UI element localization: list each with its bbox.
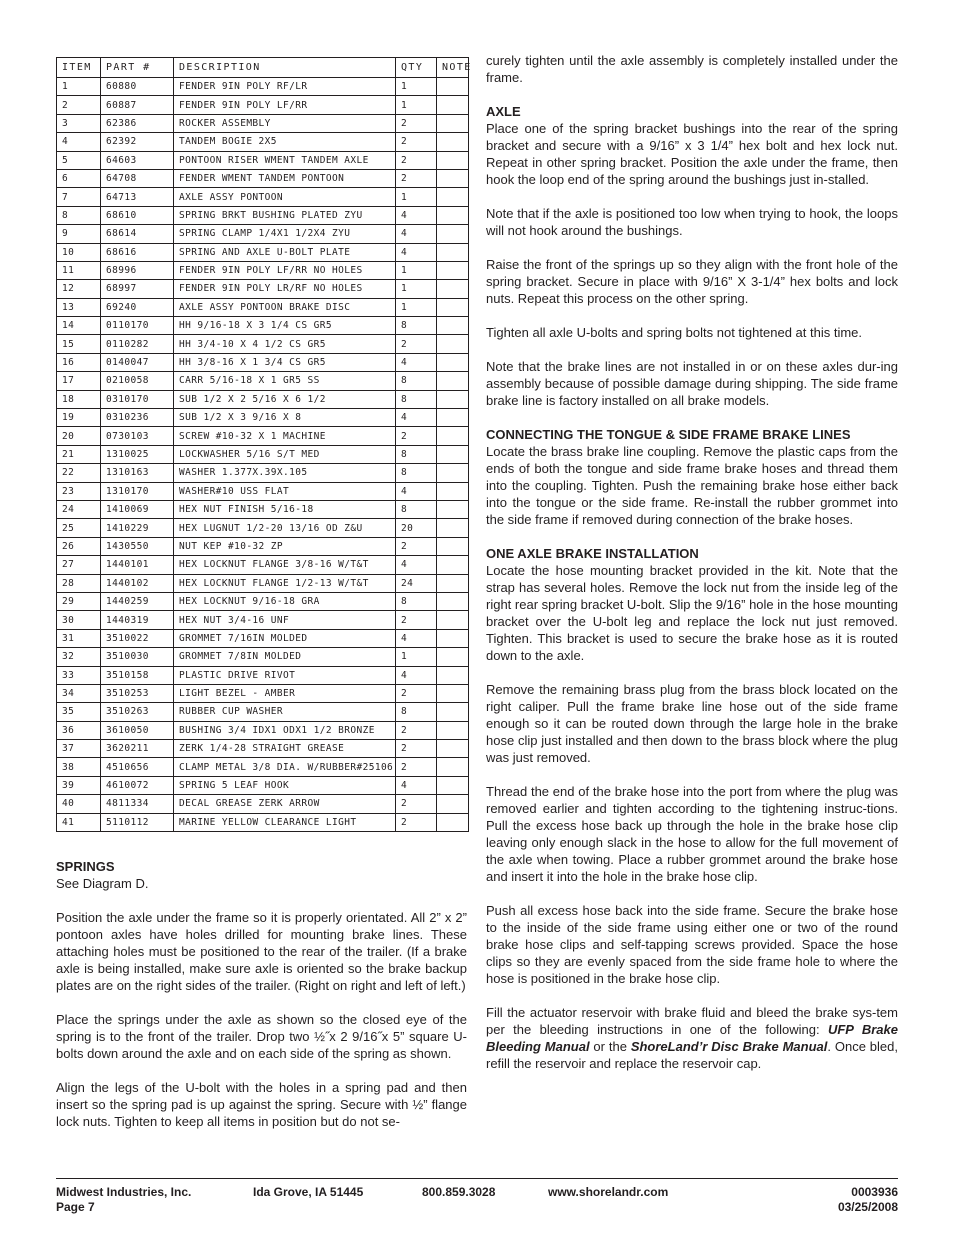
cell-description: SCREW #10-32 X 1 MACHINE xyxy=(174,427,396,445)
cell-qty: 24 xyxy=(396,574,437,592)
cell-item-number: 17 xyxy=(57,372,101,390)
cell-part-number: 0310170 xyxy=(101,390,174,408)
cell-note xyxy=(437,703,469,721)
footer-city: Ida Grove, IA 51445 xyxy=(253,1185,364,1199)
cell-part-number: 0140047 xyxy=(101,353,174,371)
cell-qty: 2 xyxy=(396,169,437,187)
cell-part-number: 1440319 xyxy=(101,611,174,629)
cell-item-number: 21 xyxy=(57,445,101,463)
cell-part-number: 4811334 xyxy=(101,795,174,813)
cell-part-number: 3610050 xyxy=(101,721,174,739)
cell-item-number: 26 xyxy=(57,537,101,555)
springs-heading: SPRINGS xyxy=(56,859,115,874)
cell-note xyxy=(437,574,469,592)
cell-note xyxy=(437,372,469,390)
table-header-row xyxy=(57,58,469,78)
table-row xyxy=(57,317,469,335)
brake-paragraph-5 xyxy=(486,1004,898,1072)
cell-note xyxy=(437,464,469,482)
cell-note xyxy=(437,280,469,298)
cell-note xyxy=(437,519,469,537)
cell-part-number: 5110112 xyxy=(101,813,174,831)
cell-description: FENDER 9IN POLY LF/RR NO HOLES xyxy=(174,261,396,279)
cell-qty: 1 xyxy=(396,280,437,298)
tongue-paragraph-1: Locate the brass brake line coupling. Remove the plastic caps from the ends of both the tongue and side frame brake hoses and thread them into the coupling. Tighten. Push the remaining brake hose either back into the tongue or the side frame. Re-install the rubber grommet into the side frame if removed during connection of the brake hoses. xyxy=(486,444,898,527)
axle-paragraph-2: Note that if the axle is positioned too low when trying to hook, the loops will not hook around the bushings. xyxy=(486,206,898,238)
cell-note xyxy=(437,795,469,813)
cell-note xyxy=(437,96,469,114)
cell-item-number: 24 xyxy=(57,500,101,518)
shorelandr-manual-title: ShoreLand’r Disc Brake Manual xyxy=(630,1039,828,1054)
cell-part-number: 68616 xyxy=(101,243,174,261)
cell-note xyxy=(437,335,469,353)
cell-item-number: 28 xyxy=(57,574,101,592)
table-row xyxy=(57,519,469,537)
cell-part-number: 0210058 xyxy=(101,372,174,390)
cell-qty: 2 xyxy=(396,114,437,132)
cell-qty: 1 xyxy=(396,298,437,316)
cell-note xyxy=(437,151,469,169)
cell-item-number: 22 xyxy=(57,464,101,482)
cell-qty: 1 xyxy=(396,648,437,666)
cell-part-number: 1440102 xyxy=(101,574,174,592)
cell-part-number: 0310236 xyxy=(101,409,174,427)
cell-item-number: 8 xyxy=(57,206,101,224)
table-row xyxy=(57,556,469,574)
cell-item-number: 30 xyxy=(57,611,101,629)
cell-description: HH 3/4-10 X 4 1/2 CS GR5 xyxy=(174,335,396,353)
cell-item-number: 20 xyxy=(57,427,101,445)
cell-description: NUT KEP #10-32 ZP xyxy=(174,537,396,555)
cell-qty: 2 xyxy=(396,684,437,702)
cell-item-number: 3 xyxy=(57,114,101,132)
cell-part-number: 68996 xyxy=(101,261,174,279)
cell-description: HEX LUGNUT 1/2-20 13/16 OD Z&U xyxy=(174,519,396,537)
table-row xyxy=(57,169,469,187)
cell-qty: 2 xyxy=(396,537,437,555)
brake-paragraph-3: Thread the end of the brake hose into the port from where the plug was removed earlier and tighten according to the tightening instruc-tions. Pull the excess hose back up through the hole in the brake hose clip leaving only enough slack in the hose to allow for the full movement of the axle when towing. Place a rubber grommet around the brake hose and insert it into the hole in the brake hose clip. xyxy=(486,784,898,884)
cell-part-number: 3510253 xyxy=(101,684,174,702)
cell-part-number: 4610072 xyxy=(101,776,174,794)
cell-part-number: 0110282 xyxy=(101,335,174,353)
table-row xyxy=(57,151,469,169)
cell-part-number: 62392 xyxy=(101,133,174,151)
cell-description: AXLE ASSY PONTOON xyxy=(174,188,396,206)
cell-item-number: 7 xyxy=(57,188,101,206)
cell-description: LIGHT BEZEL - AMBER xyxy=(174,684,396,702)
cell-item-number: 29 xyxy=(57,592,101,610)
cell-item-number: 13 xyxy=(57,298,101,316)
cell-item-number: 31 xyxy=(57,629,101,647)
cell-description: HH 9/16-18 X 3 1/4 CS GR5 xyxy=(174,317,396,335)
cell-item-number: 25 xyxy=(57,519,101,537)
cell-note xyxy=(437,169,469,187)
table-row xyxy=(57,592,469,610)
cell-note xyxy=(437,225,469,243)
table-row xyxy=(57,225,469,243)
table-row xyxy=(57,795,469,813)
cell-description: BUSHING 3/4 IDX1 ODX1 1/2 BRONZE xyxy=(174,721,396,739)
brake-paragraph-2: Remove the remaining brass plug from the brass block located on the right caliper. Pull the frame brake line hose out of the side frame enough so it can be routed down through the large hole in the brake hose clip just installed and then down to the brass block where the plug was just removed. xyxy=(486,682,898,765)
cell-qty: 4 xyxy=(396,243,437,261)
cell-qty: 4 xyxy=(396,225,437,243)
cell-item-number: 34 xyxy=(57,684,101,702)
cell-note xyxy=(437,133,469,151)
cell-item-number: 38 xyxy=(57,758,101,776)
cell-description: FENDER 9IN POLY LR/RF NO HOLES xyxy=(174,280,396,298)
brake-p5-text-e: . Once bled, refill the reservoir and replace the reservoir cap. xyxy=(486,1039,898,1071)
cell-part-number: 62386 xyxy=(101,114,174,132)
table-row xyxy=(57,133,469,151)
cell-note xyxy=(437,813,469,831)
ufp-manual-title: UFP Brake Bleeding Manual xyxy=(486,1022,898,1054)
cell-qty: 1 xyxy=(396,188,437,206)
table-row xyxy=(57,776,469,794)
springs-paragraph-1: See Diagram D. xyxy=(56,876,149,891)
axle-paragraph-3: Raise the front of the springs up so they align with the front hole of the spring bracket. Secure in place with 9/16” X 3-1/4” hex bolts and lock nuts. Repeat this process on the other spring. xyxy=(486,257,898,306)
cell-qty: 2 xyxy=(396,427,437,445)
cell-description: ZERK 1/4-28 STRAIGHT GREASE xyxy=(174,740,396,758)
cell-item-number: 18 xyxy=(57,390,101,408)
header-qty: QTY xyxy=(396,58,437,78)
table-row xyxy=(57,409,469,427)
footer-company: Midwest Industries, Inc. xyxy=(56,1185,192,1199)
brake-p5-text-a: Fill the actuator reservoir with brake fluid and bleed the brake sys-tem per the bleeding instructions in one of the following: xyxy=(486,1005,898,1037)
cell-part-number: 3510030 xyxy=(101,648,174,666)
cell-note xyxy=(437,666,469,684)
cell-part-number: 3510158 xyxy=(101,666,174,684)
footer-divider xyxy=(56,1178,898,1179)
cell-item-number: 35 xyxy=(57,703,101,721)
cell-note xyxy=(437,684,469,702)
cell-item-number: 39 xyxy=(57,776,101,794)
springs-paragraph-3: Place the springs under the axle as shown so the closed eye of the spring is to the front of the trailer. Drop two ½˝x 2 9/16˝x 5” square U-bolts down around the axle and on each side of the spring as shown. xyxy=(56,1012,467,1061)
table-row xyxy=(57,114,469,132)
cell-description: HEX LOCKNUT FLANGE 3/8-16 W/T&T xyxy=(174,556,396,574)
header-item: ITEM xyxy=(57,58,101,78)
right-text-column xyxy=(486,52,898,1089)
cell-item-number: 5 xyxy=(57,151,101,169)
cell-note xyxy=(437,317,469,335)
cell-description: HEX NUT 3/4-16 UNF xyxy=(174,611,396,629)
cell-item-number: 9 xyxy=(57,225,101,243)
footer-page-number: Page 7 xyxy=(56,1200,95,1214)
left-text-column xyxy=(56,858,467,1130)
table-row xyxy=(57,96,469,114)
cell-item-number: 41 xyxy=(57,813,101,831)
cell-qty: 8 xyxy=(396,592,437,610)
cell-qty: 2 xyxy=(396,335,437,353)
footer-document-number: 0003936 xyxy=(851,1185,898,1199)
cell-qty: 1 xyxy=(396,78,437,96)
cell-qty: 4 xyxy=(396,482,437,500)
cell-qty: 8 xyxy=(396,390,437,408)
cell-note xyxy=(437,445,469,463)
table-row xyxy=(57,280,469,298)
table-row xyxy=(57,740,469,758)
cell-qty: 8 xyxy=(396,703,437,721)
cell-note xyxy=(437,776,469,794)
parts-list-table xyxy=(56,57,472,832)
cell-description: FENDER 9IN POLY RF/LR xyxy=(174,78,396,96)
footer-phone: 800.859.3028 xyxy=(422,1185,496,1199)
cell-description: LOCKWASHER 5/16 S/T MED xyxy=(174,445,396,463)
cell-item-number: 15 xyxy=(57,335,101,353)
cell-note xyxy=(437,353,469,371)
table-row xyxy=(57,758,469,776)
cell-qty: 1 xyxy=(396,261,437,279)
cell-description: FENDER WMENT TANDEM PONTOON xyxy=(174,169,396,187)
cell-description: MARINE YELLOW CLEARANCE LIGHT xyxy=(174,813,396,831)
header-note: NOTE xyxy=(437,58,469,78)
parts-table-body xyxy=(57,78,469,832)
cell-qty: 2 xyxy=(396,795,437,813)
table-row xyxy=(57,813,469,831)
axle-paragraph-4: Tighten all axle U-bolts and spring bolts not tightened at this time. xyxy=(486,325,863,340)
cell-note xyxy=(437,390,469,408)
cell-qty: 4 xyxy=(396,353,437,371)
table-row xyxy=(57,648,469,666)
cell-note xyxy=(437,78,469,96)
axle-paragraph-1: Place one of the spring bracket bushings into the rear of the spring bracket and secure with a 9/16” x 3 1/4” hex bolt and hex lock nut. Repeat in other spring bracket. Position the axle under the frame, then hook the loop end of the spring around the bushings just in-stalled. xyxy=(486,121,898,187)
table-row xyxy=(57,482,469,500)
cell-item-number: 19 xyxy=(57,409,101,427)
header-description: DESCRIPTION xyxy=(174,58,396,78)
cell-qty: 2 xyxy=(396,758,437,776)
table-row xyxy=(57,445,469,463)
table-row xyxy=(57,353,469,371)
cell-part-number: 60887 xyxy=(101,96,174,114)
table-row xyxy=(57,335,469,353)
cell-item-number: 40 xyxy=(57,795,101,813)
cell-qty: 8 xyxy=(396,372,437,390)
cell-note xyxy=(437,629,469,647)
cell-qty: 2 xyxy=(396,133,437,151)
cell-note xyxy=(437,592,469,610)
cell-note xyxy=(437,740,469,758)
cell-part-number: 68614 xyxy=(101,225,174,243)
cell-part-number: 3620211 xyxy=(101,740,174,758)
brake-paragraph-1: Locate the hose mounting bracket provided in the kit. Note that the strap has several holes. Remove the lock nut from the inside leg of the right rear spring bracket U-bolt. Slip the 9/16” hole in the hose mounting bracket over the U-bolt leg and replace the lock nut just removed. Tighten. This bracket is used to secure the brake hose as it is routed down to the axle. xyxy=(486,563,898,663)
cell-description: PONTOON RISER WMENT TANDEM AXLE xyxy=(174,151,396,169)
cell-part-number: 1310170 xyxy=(101,482,174,500)
cell-part-number: 1310025 xyxy=(101,445,174,463)
cell-note xyxy=(437,537,469,555)
table-row xyxy=(57,611,469,629)
cell-item-number: 4 xyxy=(57,133,101,151)
table-row xyxy=(57,206,469,224)
cell-item-number: 2 xyxy=(57,96,101,114)
cell-description: SPRING CLAMP 1/4X1 1/2X4 ZYU xyxy=(174,225,396,243)
cell-description: SUB 1/2 X 2 5/16 X 6 1/2 xyxy=(174,390,396,408)
cell-note xyxy=(437,611,469,629)
cell-qty: 8 xyxy=(396,317,437,335)
cell-item-number: 12 xyxy=(57,280,101,298)
cell-note xyxy=(437,243,469,261)
footer-date: 03/25/2008 xyxy=(837,1200,898,1214)
cell-part-number: 1410069 xyxy=(101,500,174,518)
cell-description: CLAMP METAL 3/8 DIA. W/RUBBER#25106 xyxy=(174,758,396,776)
cell-item-number: 32 xyxy=(57,648,101,666)
cell-note xyxy=(437,188,469,206)
cell-description: GROMMET 7/8IN MOLDED xyxy=(174,648,396,666)
cell-description: WASHER#10 USS FLAT xyxy=(174,482,396,500)
cell-item-number: 23 xyxy=(57,482,101,500)
cell-qty: 1 xyxy=(396,96,437,114)
cell-qty: 8 xyxy=(396,500,437,518)
cell-note xyxy=(437,500,469,518)
cell-note xyxy=(437,298,469,316)
table-row xyxy=(57,500,469,518)
tongue-brake-lines-heading: CONNECTING THE TONGUE & SIDE FRAME BRAKE LINES xyxy=(486,427,851,442)
cell-note xyxy=(437,648,469,666)
cell-description: ROCKER ASSEMBLY xyxy=(174,114,396,132)
cell-item-number: 16 xyxy=(57,353,101,371)
cell-part-number: 64603 xyxy=(101,151,174,169)
table-row xyxy=(57,188,469,206)
table-row xyxy=(57,243,469,261)
cell-part-number: 68610 xyxy=(101,206,174,224)
brake-paragraph-4: Push all excess hose back into the side frame. Secure the brake hose to the inside of the side frame using either one or two of the round brake hose clips and self-tapping screws provided. Space the hose clips so they are evenly spaced from the side frame hole to where the hose is positioned in the brake hose clip. xyxy=(486,903,898,986)
cell-description: HEX NUT FINISH 5/16-18 xyxy=(174,500,396,518)
cell-note xyxy=(437,427,469,445)
footer-website: www.shorelandr.com xyxy=(548,1185,669,1199)
one-axle-brake-heading: ONE AXLE BRAKE INSTALLATION xyxy=(486,546,699,561)
brake-p5-text-c: or the xyxy=(589,1039,631,1054)
cell-item-number: 27 xyxy=(57,556,101,574)
cell-part-number: 68997 xyxy=(101,280,174,298)
cell-qty: 4 xyxy=(396,206,437,224)
cell-qty: 4 xyxy=(396,409,437,427)
cell-part-number: 1440259 xyxy=(101,592,174,610)
cell-part-number: 0110170 xyxy=(101,317,174,335)
cell-note xyxy=(437,556,469,574)
cell-qty: 2 xyxy=(396,611,437,629)
cell-qty: 4 xyxy=(396,666,437,684)
cell-note xyxy=(437,409,469,427)
table-row xyxy=(57,464,469,482)
cell-qty: 8 xyxy=(396,464,437,482)
table-row xyxy=(57,629,469,647)
table-row xyxy=(57,537,469,555)
cell-note xyxy=(437,721,469,739)
cell-description: DECAL GREASE ZERK ARROW xyxy=(174,795,396,813)
cell-qty: 20 xyxy=(396,519,437,537)
table-row xyxy=(57,427,469,445)
cell-item-number: 37 xyxy=(57,740,101,758)
cell-part-number: 69240 xyxy=(101,298,174,316)
cell-item-number: 33 xyxy=(57,666,101,684)
table-row xyxy=(57,721,469,739)
cell-note xyxy=(437,758,469,776)
cell-qty: 2 xyxy=(396,721,437,739)
cell-description: RUBBER CUP WASHER xyxy=(174,703,396,721)
cell-item-number: 10 xyxy=(57,243,101,261)
cell-description: SPRING AND AXLE U-BOLT PLATE xyxy=(174,243,396,261)
cell-description: HEX LOCKNUT FLANGE 1/2-13 W/T&T xyxy=(174,574,396,592)
cell-item-number: 1 xyxy=(57,78,101,96)
table-row xyxy=(57,684,469,702)
cell-part-number: 1440101 xyxy=(101,556,174,574)
cell-note xyxy=(437,482,469,500)
cell-description: WASHER 1.377X.39X.105 xyxy=(174,464,396,482)
table-row xyxy=(57,703,469,721)
cell-qty: 2 xyxy=(396,151,437,169)
cell-description: SPRING 5 LEAF HOOK xyxy=(174,776,396,794)
axle-heading: AXLE xyxy=(486,104,521,119)
cell-description: PLASTIC DRIVE RIVOT xyxy=(174,666,396,684)
cell-qty: 4 xyxy=(396,629,437,647)
cell-part-number: 64708 xyxy=(101,169,174,187)
cell-part-number: 4510656 xyxy=(101,758,174,776)
cell-description: TANDEM BOGIE 2X5 xyxy=(174,133,396,151)
cell-qty: 8 xyxy=(396,445,437,463)
cell-part-number: 1430550 xyxy=(101,537,174,555)
springs-paragraph-4: Align the legs of the U-bolt with the holes in a spring pad and then insert so the spring pad is up against the spring. Secure with ½” flange lock nuts. Tighten to keep all items in position but do not se- xyxy=(56,1080,467,1129)
cell-item-number: 14 xyxy=(57,317,101,335)
cell-part-number: 3510263 xyxy=(101,703,174,721)
cell-note xyxy=(437,261,469,279)
table-row xyxy=(57,261,469,279)
cell-part-number: 3510022 xyxy=(101,629,174,647)
cell-qty: 2 xyxy=(396,740,437,758)
cell-description: SUB 1/2 X 3 9/16 X 8 xyxy=(174,409,396,427)
table-row xyxy=(57,666,469,684)
cell-description: HEX LOCKNUT 9/16-18 GRA xyxy=(174,592,396,610)
cell-part-number: 1310163 xyxy=(101,464,174,482)
cell-qty: 4 xyxy=(396,776,437,794)
springs-paragraph-2: Position the axle under the frame so it is properly orientated. All 2” x 2” pontoon axles have holes drilled for mounting brake lines. These attaching holes must be positioned to the rear of the trailer. (If a brake axle is being installed, make sure axle is oriented so the brake backup plates are on the right sides of the trailer. (Right on right and left of left.) xyxy=(56,910,467,993)
cell-item-number: 11 xyxy=(57,261,101,279)
cell-note xyxy=(437,114,469,132)
table-row xyxy=(57,298,469,316)
cell-qty: 4 xyxy=(396,556,437,574)
cell-qty: 2 xyxy=(396,813,437,831)
cell-part-number: 1410229 xyxy=(101,519,174,537)
table-row xyxy=(57,78,469,96)
table-row xyxy=(57,574,469,592)
table-row xyxy=(57,372,469,390)
cell-description: HH 3/8-16 X 1 3/4 CS GR5 xyxy=(174,353,396,371)
cell-item-number: 6 xyxy=(57,169,101,187)
table-row xyxy=(57,390,469,408)
cell-item-number: 36 xyxy=(57,721,101,739)
cell-part-number: 0730103 xyxy=(101,427,174,445)
header-part-number: PART # xyxy=(101,58,174,78)
cell-description: CARR 5/16-18 X 1 GR5 SS xyxy=(174,372,396,390)
cell-description: SPRING BRKT BUSHING PLATED ZYU xyxy=(174,206,396,224)
axle-paragraph-5: Note that the brake lines are not installed in or on these axles dur-ing assembly because of possible damage during shipping. The side frame brake line is factory installed on all brake models. xyxy=(486,359,898,408)
cell-part-number: 60880 xyxy=(101,78,174,96)
cell-description: AXLE ASSY PONTOON BRAKE DISC xyxy=(174,298,396,316)
cell-description: FENDER 9IN POLY LF/RR xyxy=(174,96,396,114)
cell-part-number: 64713 xyxy=(101,188,174,206)
cell-note xyxy=(437,206,469,224)
cell-description: GROMMET 7/16IN MOLDED xyxy=(174,629,396,647)
continued-paragraph: curely tighten until the axle assembly is completely installed under the frame. xyxy=(486,53,898,85)
